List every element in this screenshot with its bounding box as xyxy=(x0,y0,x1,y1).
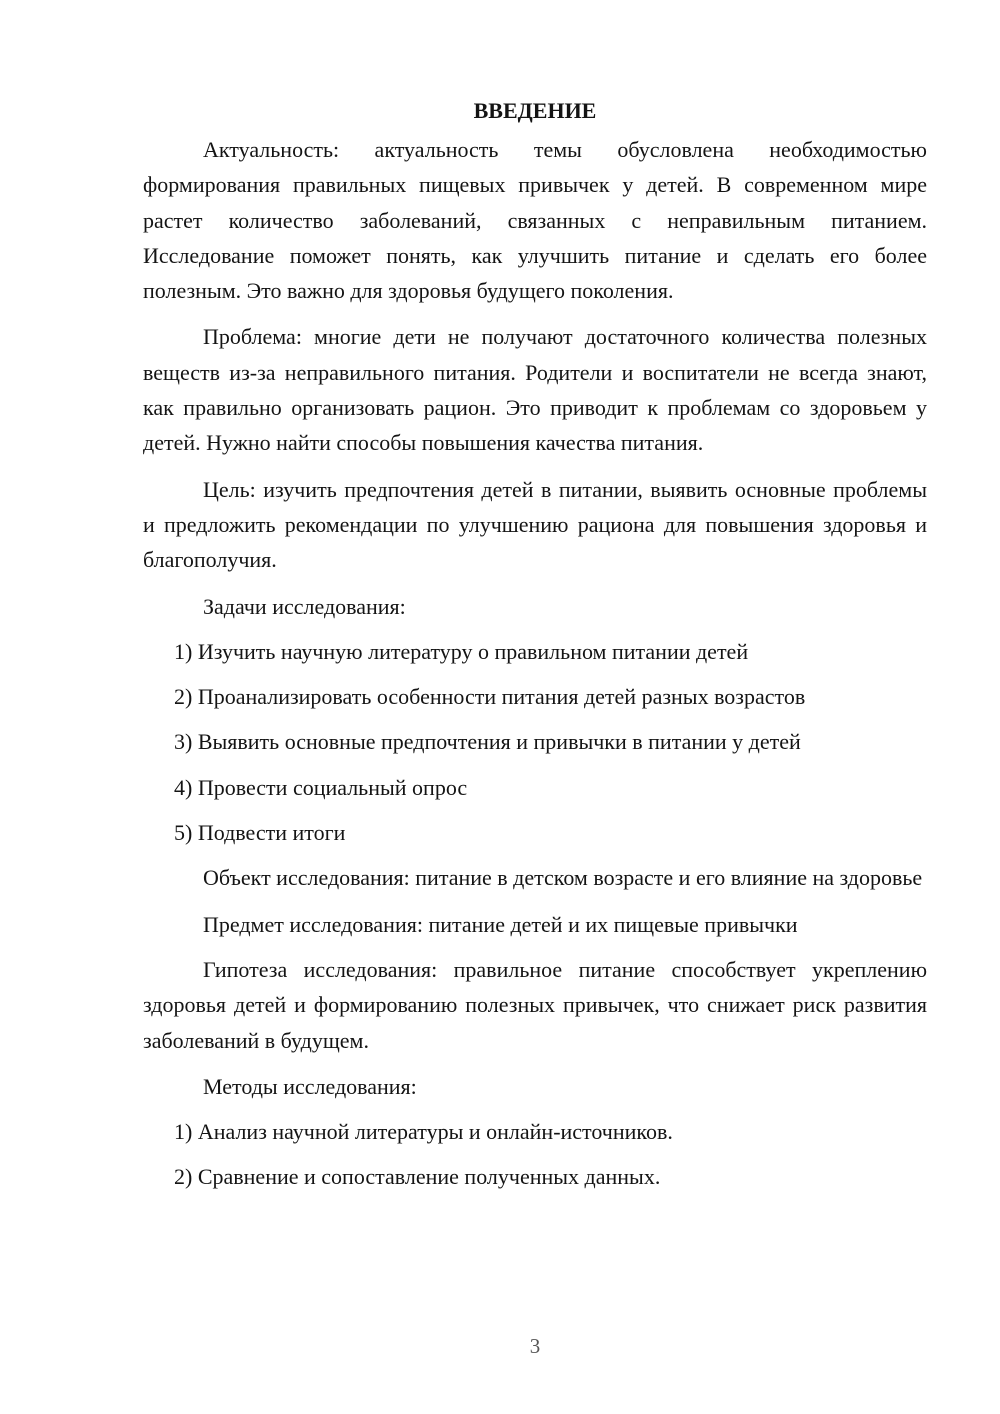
paragraph-relevance: Актуальность: актуальность темы обусловлена необходимостью формирования правильных пищевых привычек у детей. В современном мире растет количество заболеваний, связанных с неправильным питанием. Исследование поможет понять, как улучшить питание и сделать его более полезным. Это важно для здоровья будущего поколения. xyxy=(143,137,927,304)
page-number: 3 xyxy=(529,1334,541,1358)
paragraph-object: Объект исследования: питание в детском возрасте и его влияние на здоровье xyxy=(203,865,923,891)
list-item: 1) Изучить научную литературу о правильном питании детей xyxy=(174,638,749,664)
tasks-list xyxy=(143,634,927,850)
paragraph-goal: Цель: изучить предпочтения детей в питании, выявить основные проблемы и предложить рекомендации по улучшению рациона для повышения здоровья и благополучия. xyxy=(143,476,927,573)
list-item: 2) Проанализировать особенности питания детей разных возрастов xyxy=(174,684,806,710)
list-item: 1) Анализ научной литературы и онлайн-источников. xyxy=(174,1119,673,1145)
list-item: 5) Подвести итоги xyxy=(174,820,346,846)
list-item: 4) Провести социальный опрос xyxy=(174,774,468,800)
list-item: 3) Выявить основные предпочтения и привычки в питании у детей xyxy=(174,729,801,755)
paragraph-subject: Предмет исследования: питание детей и их пищевые привычки xyxy=(203,911,798,937)
paragraph-problem: Проблема: многие дети не получают достаточного количества полезных веществ из-за неправильного питания. Родители и воспитатели не всегда знают, как правильно организовать рацион. Это приводит к проблемам со здоровьем у детей. Нужно найти способы повышения качества питания. xyxy=(143,324,927,456)
list-item: 2) Сравнение и сопоставление полученных данных. xyxy=(174,1164,661,1190)
methods-heading: Методы исследования: xyxy=(203,1073,417,1099)
tasks-heading: Задачи исследования: xyxy=(203,593,406,619)
section-title: ВВЕДЕНИЕ xyxy=(473,98,597,123)
document-page xyxy=(143,96,927,1205)
paragraph-hypothesis: Гипотеза исследования: правильное питание способствует укреплению здоровья детей и формированию полезных привычек, что снижает риск развития заболеваний в будущем. xyxy=(143,956,927,1053)
methods-list xyxy=(143,1114,927,1195)
